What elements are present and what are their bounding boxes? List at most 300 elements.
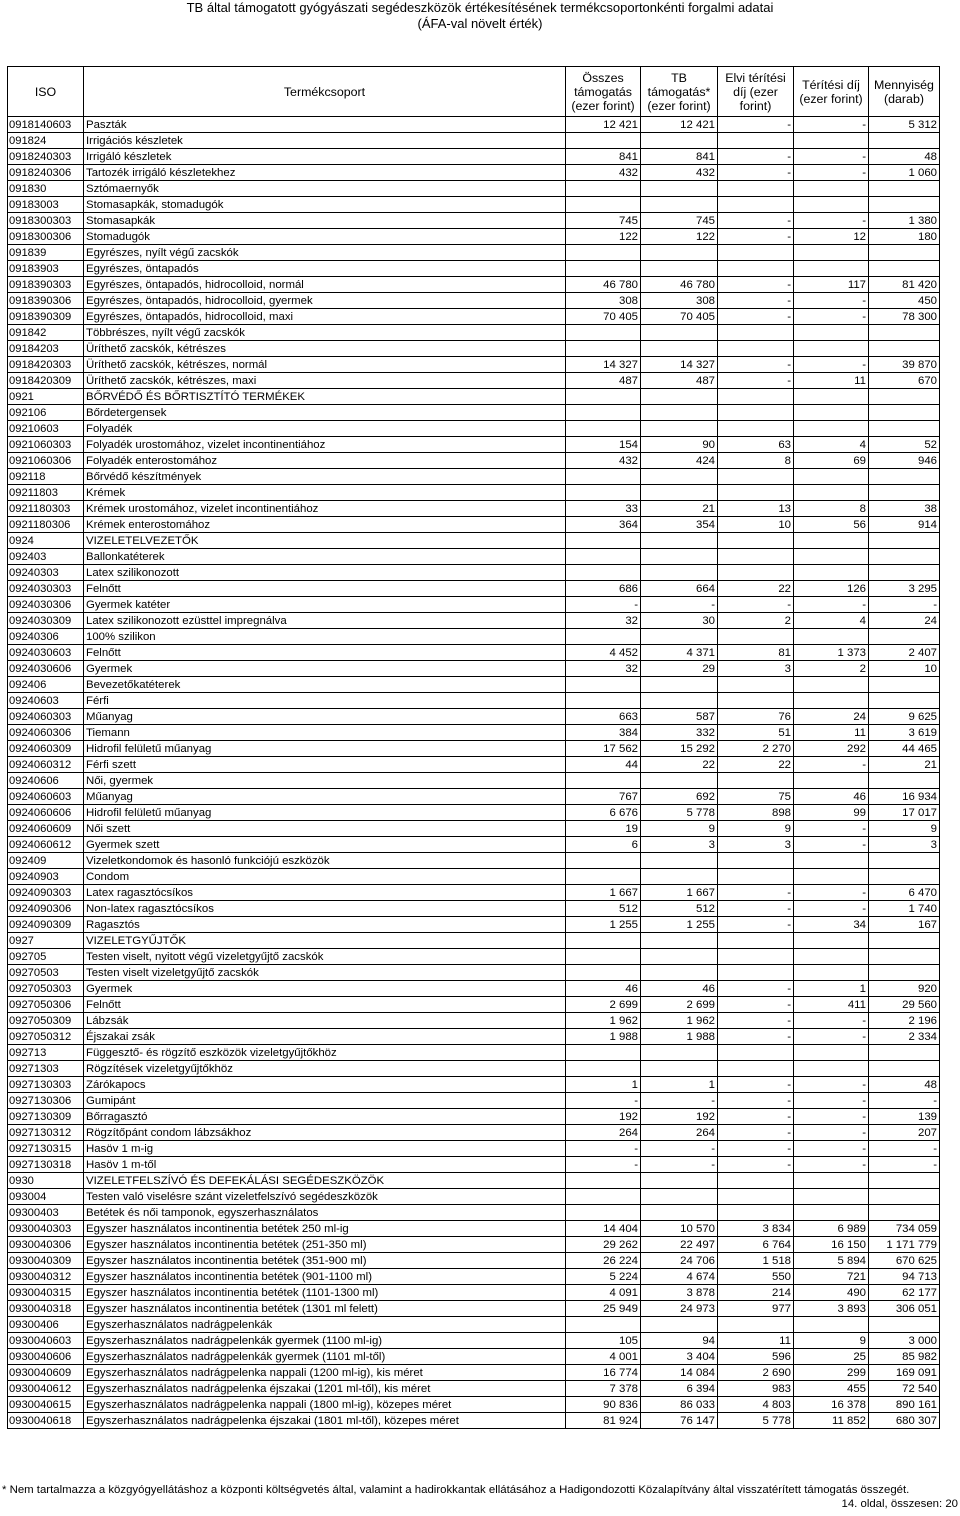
fee-cell: 46	[794, 789, 869, 805]
product-group-cell: Vizeletkondomok és hasonló funkciójú eszközök	[84, 853, 566, 869]
table-row	[8, 1253, 940, 1269]
column-header-iso: ISO	[8, 67, 84, 117]
iso-cell: 0927	[8, 933, 84, 949]
total-support-cell	[566, 1061, 641, 1077]
theoretical-fee-cell	[718, 245, 794, 261]
table-row	[8, 661, 940, 677]
table-row	[8, 917, 940, 933]
quantity-cell: 9 625	[869, 709, 940, 725]
fee-cell: 99	[794, 805, 869, 821]
product-group-cell: Rögzítőpánt condom lábzsákhoz	[84, 1125, 566, 1141]
tb-support-cell	[641, 949, 718, 965]
table-row	[8, 1365, 940, 1381]
table-row	[8, 133, 940, 149]
fee-cell: 25	[794, 1349, 869, 1365]
tb-support-cell: 512	[641, 901, 718, 917]
theoretical-fee-cell	[718, 629, 794, 645]
fee-cell: -	[794, 1077, 869, 1093]
table-row	[8, 1381, 940, 1397]
iso-cell: 092713	[8, 1045, 84, 1061]
total-support-cell: 32	[566, 613, 641, 629]
table-row	[8, 965, 940, 981]
iso-cell: 0921060303	[8, 437, 84, 453]
theoretical-fee-cell: -	[718, 373, 794, 389]
total-support-cell: 1 667	[566, 885, 641, 901]
tb-support-cell	[641, 1205, 718, 1221]
total-support-cell: 25 949	[566, 1301, 641, 1317]
product-group-cell: Bőrragasztó	[84, 1109, 566, 1125]
table-row	[8, 949, 940, 965]
iso-cell: 0930040312	[8, 1269, 84, 1285]
iso-cell: 092406	[8, 677, 84, 693]
tb-support-cell: 12 421	[641, 117, 718, 133]
product-group-cell: Bőrvédő készítmények	[84, 469, 566, 485]
tb-support-cell: 70 405	[641, 309, 718, 325]
tb-support-cell	[641, 965, 718, 981]
quantity-cell	[869, 197, 940, 213]
total-support-cell: 512	[566, 901, 641, 917]
table-row	[8, 725, 940, 741]
product-group-cell: Betétek és női tamponok, egyszerhasználatos	[84, 1205, 566, 1221]
quantity-cell: 920	[869, 981, 940, 997]
quantity-cell: 38	[869, 501, 940, 517]
product-group-cell: Egyszer használatos incontinentia betétek (1301 ml felett)	[84, 1301, 566, 1317]
fee-cell: 4	[794, 613, 869, 629]
theoretical-fee-cell	[718, 565, 794, 581]
iso-cell: 0927130318	[8, 1157, 84, 1173]
total-support-cell: 32	[566, 661, 641, 677]
quantity-cell	[869, 389, 940, 405]
fee-cell: 12	[794, 229, 869, 245]
quantity-cell: 890 161	[869, 1397, 940, 1413]
theoretical-fee-cell: -	[718, 149, 794, 165]
tb-support-cell	[641, 245, 718, 261]
iso-cell: 09240603	[8, 693, 84, 709]
product-group-cell: Férfi	[84, 693, 566, 709]
total-support-cell	[566, 949, 641, 965]
theoretical-fee-cell	[718, 1061, 794, 1077]
tb-support-cell: 1 988	[641, 1029, 718, 1045]
quantity-cell: 16 934	[869, 789, 940, 805]
total-support-cell: -	[566, 1141, 641, 1157]
total-support-cell	[566, 485, 641, 501]
fee-cell: -	[794, 1157, 869, 1173]
column-header-quantity: Mennyiség (darab)	[869, 67, 940, 117]
table-row	[8, 373, 940, 389]
iso-cell: 09270503	[8, 965, 84, 981]
quantity-cell	[869, 1189, 940, 1205]
product-group-cell: Bevezetőkatéterek	[84, 677, 566, 693]
product-group-cell: Egyszerhasználatos nadrágpelenka nappali (1800 ml-ig), közepes méret	[84, 1397, 566, 1413]
total-support-cell: 90 836	[566, 1397, 641, 1413]
theoretical-fee-cell: 596	[718, 1349, 794, 1365]
theoretical-fee-cell: 2	[718, 613, 794, 629]
product-group-cell: Egyszer használatos incontinentia betétek (251-350 ml)	[84, 1237, 566, 1253]
tb-support-cell: 1	[641, 1077, 718, 1093]
theoretical-fee-cell: -	[718, 165, 794, 181]
table-row	[8, 757, 940, 773]
theoretical-fee-cell: -	[718, 981, 794, 997]
quantity-cell: 9	[869, 821, 940, 837]
tb-support-cell	[641, 421, 718, 437]
tb-support-cell: 308	[641, 293, 718, 309]
quantity-cell: 78 300	[869, 309, 940, 325]
product-group-cell: Hasöv 1 m-ig	[84, 1141, 566, 1157]
fee-cell: -	[794, 1109, 869, 1125]
quantity-cell: 670	[869, 373, 940, 389]
product-group-cell: VIZELETGYŰJTŐK	[84, 933, 566, 949]
quantity-cell: 914	[869, 517, 940, 533]
iso-cell: 092403	[8, 549, 84, 565]
quantity-cell	[869, 181, 940, 197]
product-group-cell: Hidrofil felületű műanyag	[84, 805, 566, 821]
tb-support-cell: 354	[641, 517, 718, 533]
fee-cell: 3 893	[794, 1301, 869, 1317]
fee-cell: 24	[794, 709, 869, 725]
fee-cell: 455	[794, 1381, 869, 1397]
fee-cell: -	[794, 901, 869, 917]
iso-cell: 0927050312	[8, 1029, 84, 1045]
product-group-cell: Gyermek	[84, 981, 566, 997]
quantity-cell	[869, 405, 940, 421]
quantity-cell: 2 407	[869, 645, 940, 661]
product-group-cell: Non-latex ragasztócsíkos	[84, 901, 566, 917]
theoretical-fee-cell: -	[718, 309, 794, 325]
product-group-cell: Felnőtt	[84, 997, 566, 1013]
table-row	[8, 645, 940, 661]
quantity-cell	[869, 773, 940, 789]
iso-cell: 0930040615	[8, 1397, 84, 1413]
quantity-cell: 85 982	[869, 1349, 940, 1365]
table-row	[8, 709, 940, 725]
iso-cell: 0924	[8, 533, 84, 549]
iso-cell: 09240303	[8, 565, 84, 581]
total-support-cell: 4 001	[566, 1349, 641, 1365]
table-row	[8, 1029, 940, 1045]
product-group-cell: Sztómaernyők	[84, 181, 566, 197]
quantity-cell	[869, 533, 940, 549]
quantity-cell: -	[869, 1141, 940, 1157]
iso-cell: 0930040315	[8, 1285, 84, 1301]
table-row	[8, 181, 940, 197]
fee-cell: -	[794, 597, 869, 613]
product-group-cell: Irrigációs készletek	[84, 133, 566, 149]
product-group-cell: Krémek enterostomához	[84, 517, 566, 533]
tb-support-cell: 1 255	[641, 917, 718, 933]
theoretical-fee-cell	[718, 325, 794, 341]
table-row	[8, 981, 940, 997]
tb-support-cell: -	[641, 1157, 718, 1173]
fee-cell	[794, 533, 869, 549]
quantity-cell	[869, 677, 940, 693]
theoretical-fee-cell: 4 803	[718, 1397, 794, 1413]
tb-support-cell	[641, 565, 718, 581]
product-group-cell: Krémek urostomához, vizelet incontinentiához	[84, 501, 566, 517]
tb-support-cell	[641, 933, 718, 949]
table-row	[8, 1205, 940, 1221]
theoretical-fee-cell: 22	[718, 581, 794, 597]
total-support-cell: -	[566, 1157, 641, 1173]
theoretical-fee-cell	[718, 853, 794, 869]
tb-support-cell: 664	[641, 581, 718, 597]
iso-cell: 0918390306	[8, 293, 84, 309]
iso-cell: 0924030606	[8, 661, 84, 677]
fee-cell: -	[794, 1029, 869, 1045]
total-support-cell	[566, 1173, 641, 1189]
total-support-cell: 2 699	[566, 997, 641, 1013]
theoretical-fee-cell: -	[718, 357, 794, 373]
table-row	[8, 837, 940, 853]
tb-support-cell: 487	[641, 373, 718, 389]
theoretical-fee-cell	[718, 933, 794, 949]
tb-support-cell: -	[641, 597, 718, 613]
table-row	[8, 933, 940, 949]
table-row	[8, 437, 940, 453]
fee-cell: 4	[794, 437, 869, 453]
iso-cell: 0918300303	[8, 213, 84, 229]
product-group-cell: Többrészes, nyílt végű zacskók	[84, 325, 566, 341]
quantity-cell: 167	[869, 917, 940, 933]
table-row	[8, 149, 940, 165]
product-group-cell: Egyszerhasználatos nadrágpelenkák	[84, 1317, 566, 1333]
fee-cell	[794, 245, 869, 261]
quantity-cell: 6 470	[869, 885, 940, 901]
total-support-cell	[566, 133, 641, 149]
total-support-cell: 17 562	[566, 741, 641, 757]
total-support-cell: 44	[566, 757, 641, 773]
table-row	[8, 1349, 940, 1365]
tb-support-cell: 90	[641, 437, 718, 453]
quantity-cell: 10	[869, 661, 940, 677]
total-support-cell	[566, 773, 641, 789]
quantity-cell: 1 380	[869, 213, 940, 229]
iso-cell: 09183903	[8, 261, 84, 277]
table-row	[8, 581, 940, 597]
table-row	[8, 565, 940, 581]
total-support-cell: 1	[566, 1077, 641, 1093]
theoretical-fee-cell	[718, 1205, 794, 1221]
total-support-cell: 432	[566, 165, 641, 181]
tb-support-cell: 76 147	[641, 1413, 718, 1429]
fee-cell	[794, 1317, 869, 1333]
fee-cell: -	[794, 117, 869, 133]
theoretical-fee-cell: -	[718, 997, 794, 1013]
fee-cell	[794, 693, 869, 709]
iso-cell: 0930	[8, 1173, 84, 1189]
product-group-cell: Latex szilikonozott	[84, 565, 566, 581]
quantity-cell	[869, 549, 940, 565]
tb-support-cell	[641, 853, 718, 869]
fee-cell: 292	[794, 741, 869, 757]
theoretical-fee-cell	[718, 869, 794, 885]
theoretical-fee-cell	[718, 549, 794, 565]
iso-cell: 09240903	[8, 869, 84, 885]
page-number: 14. oldal, összesen: 20	[841, 1498, 958, 1510]
fee-cell	[794, 629, 869, 645]
iso-cell: 0924060606	[8, 805, 84, 821]
quantity-cell: 21	[869, 757, 940, 773]
column-header-total-support: Összes támogatás (ezer forint)	[566, 67, 641, 117]
product-group-cell: Ragasztós	[84, 917, 566, 933]
product-group-cell: Latex szilikonozott ezüsttel impregnálva	[84, 613, 566, 629]
table-row	[8, 805, 940, 821]
product-group-cell: Latex ragasztócsíkos	[84, 885, 566, 901]
tb-support-cell	[641, 533, 718, 549]
theoretical-fee-cell: -	[718, 1125, 794, 1141]
product-group-cell: Irrigáló készletek	[84, 149, 566, 165]
theoretical-fee-cell: 63	[718, 437, 794, 453]
total-support-cell: 6 676	[566, 805, 641, 821]
tb-support-cell	[641, 1061, 718, 1077]
iso-cell: 0927050309	[8, 1013, 84, 1029]
fee-cell	[794, 933, 869, 949]
product-group-cell: Folyadék urostomához, vizelet incontinentiához	[84, 437, 566, 453]
table-row	[8, 309, 940, 325]
fee-cell: -	[794, 837, 869, 853]
fee-cell: -	[794, 1093, 869, 1109]
theoretical-fee-cell	[718, 405, 794, 421]
total-support-cell	[566, 869, 641, 885]
fee-cell: 34	[794, 917, 869, 933]
quantity-cell	[869, 1045, 940, 1061]
theoretical-fee-cell: 550	[718, 1269, 794, 1285]
product-group-cell: Egyszerhasználatos nadrágpelenkák gyermek (1101 ml-től)	[84, 1349, 566, 1365]
quantity-cell: 180	[869, 229, 940, 245]
iso-cell: 09210603	[8, 421, 84, 437]
quantity-cell	[869, 245, 940, 261]
total-support-cell	[566, 261, 641, 277]
quantity-cell	[869, 1317, 940, 1333]
product-group-cell: Lábzsák	[84, 1013, 566, 1029]
fee-cell	[794, 1205, 869, 1221]
quantity-cell: 1 060	[869, 165, 940, 181]
iso-cell: 0918390303	[8, 277, 84, 293]
table-row	[8, 1333, 940, 1349]
fee-cell: -	[794, 293, 869, 309]
total-support-cell: 14 404	[566, 1221, 641, 1237]
theoretical-fee-cell: -	[718, 1013, 794, 1029]
product-group-cell: Stomadugók	[84, 229, 566, 245]
fee-cell: 11	[794, 725, 869, 741]
iso-cell: 092409	[8, 853, 84, 869]
iso-cell: 0924060612	[8, 837, 84, 853]
fee-cell: 9	[794, 1333, 869, 1349]
theoretical-fee-cell: 1 518	[718, 1253, 794, 1269]
total-support-cell: 767	[566, 789, 641, 805]
tb-support-cell	[641, 869, 718, 885]
quantity-cell: 94 713	[869, 1269, 940, 1285]
total-support-cell: 19	[566, 821, 641, 837]
tb-support-cell	[641, 181, 718, 197]
total-support-cell: 154	[566, 437, 641, 453]
column-header-tb-support: TB támogatás* (ezer forint)	[641, 67, 718, 117]
iso-cell: 0924030303	[8, 581, 84, 597]
fee-cell	[794, 181, 869, 197]
theoretical-fee-cell: 983	[718, 1381, 794, 1397]
total-support-cell: 105	[566, 1333, 641, 1349]
fee-cell: 11	[794, 373, 869, 389]
fee-cell: 721	[794, 1269, 869, 1285]
tb-support-cell	[641, 1173, 718, 1189]
fee-cell	[794, 949, 869, 965]
tb-support-cell: 22	[641, 757, 718, 773]
fee-cell: -	[794, 165, 869, 181]
tb-support-cell	[641, 341, 718, 357]
column-header-fee: Térítési díj (ezer forint)	[794, 67, 869, 117]
quantity-cell: 44 465	[869, 741, 940, 757]
table-row	[8, 613, 940, 629]
fee-cell: 16 150	[794, 1237, 869, 1253]
quantity-cell	[869, 1173, 940, 1189]
tb-support-cell: -	[641, 1093, 718, 1109]
total-support-cell	[566, 565, 641, 581]
total-support-cell: 4 452	[566, 645, 641, 661]
tb-support-cell	[641, 389, 718, 405]
theoretical-fee-cell: -	[718, 901, 794, 917]
fee-cell	[794, 1061, 869, 1077]
tb-support-cell	[641, 549, 718, 565]
quantity-cell	[869, 869, 940, 885]
table-row	[8, 341, 940, 357]
iso-cell: 09240306	[8, 629, 84, 645]
quantity-cell: 48	[869, 1077, 940, 1093]
theoretical-fee-cell	[718, 197, 794, 213]
fee-cell	[794, 1045, 869, 1061]
product-group-cell: Gumipánt	[84, 1093, 566, 1109]
iso-cell: 0918300306	[8, 229, 84, 245]
product-group-cell: Függesztő- és rögzítő eszközök vizeletgyűjtőkhöz	[84, 1045, 566, 1061]
tb-support-cell	[641, 693, 718, 709]
column-header-product-group: Termékcsoport	[84, 67, 566, 117]
table-row	[8, 1141, 940, 1157]
theoretical-fee-cell: 2 270	[718, 741, 794, 757]
iso-cell: 0924060303	[8, 709, 84, 725]
total-support-cell: 4 091	[566, 1285, 641, 1301]
theoretical-fee-cell	[718, 133, 794, 149]
fee-cell: -	[794, 1125, 869, 1141]
tb-support-cell: 14 327	[641, 357, 718, 373]
theoretical-fee-cell: 22	[718, 757, 794, 773]
quantity-cell	[869, 1061, 940, 1077]
theoretical-fee-cell	[718, 341, 794, 357]
fee-cell	[794, 469, 869, 485]
iso-cell: 0924060609	[8, 821, 84, 837]
tb-support-cell	[641, 629, 718, 645]
product-group-cell: Tiemann	[84, 725, 566, 741]
document-title: TB által támogatott gyógyászati segédeszközök értékesítésének termékcsoportonkénti forgalmi adatai	[186, 0, 774, 15]
tb-support-cell: -	[641, 1141, 718, 1157]
fee-cell: 5 894	[794, 1253, 869, 1269]
tb-support-cell: 587	[641, 709, 718, 725]
quantity-cell: -	[869, 597, 940, 613]
table-row	[8, 1125, 940, 1141]
table-row	[8, 1413, 940, 1429]
iso-cell: 0927050303	[8, 981, 84, 997]
table-row	[8, 629, 940, 645]
table-row	[8, 405, 940, 421]
table-body	[8, 117, 940, 1429]
product-group-cell: Egyszer használatos incontinentia betétek 250 ml-ig	[84, 1221, 566, 1237]
quantity-cell	[869, 261, 940, 277]
product-group-cell: Egyszer használatos incontinentia betétek (901-1100 ml)	[84, 1269, 566, 1285]
total-support-cell: 33	[566, 501, 641, 517]
theoretical-fee-cell: 76	[718, 709, 794, 725]
product-group-cell: Krémek	[84, 485, 566, 501]
theoretical-fee-cell: -	[718, 1157, 794, 1173]
tb-support-cell: 21	[641, 501, 718, 517]
product-group-cell: Tartozék irrigáló készletekhez	[84, 165, 566, 181]
fee-cell: 2	[794, 661, 869, 677]
